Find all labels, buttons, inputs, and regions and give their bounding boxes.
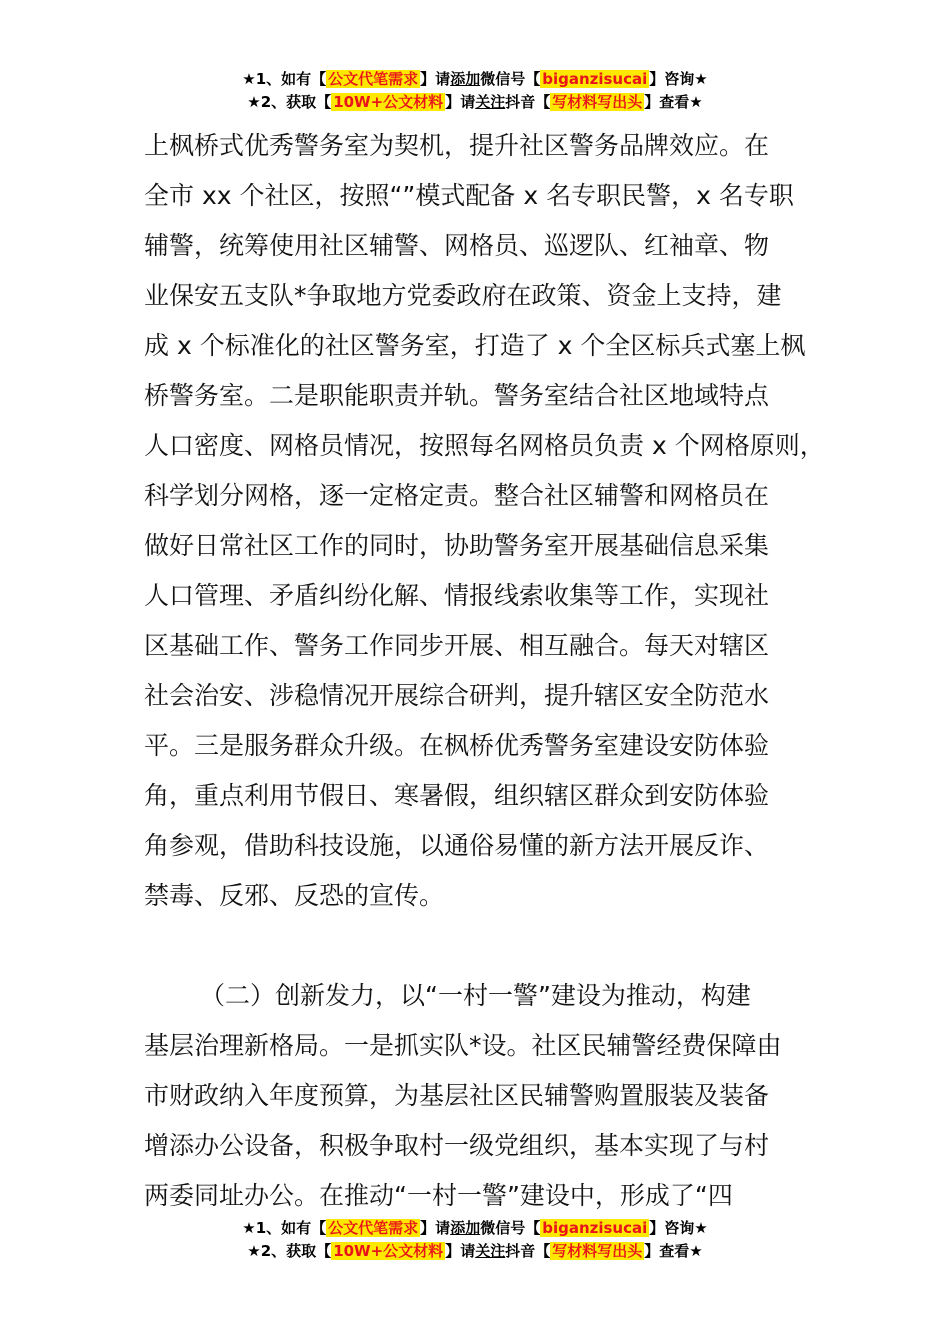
- banner-text: 】请: [420, 70, 451, 88]
- section-heading-line: （二）创新发力，以“一村一警”建设为推动，构建: [200, 981, 751, 1010]
- banner-text: ★2、获取【: [247, 93, 332, 111]
- footer-banner: [0, 1217, 950, 1263]
- banner-highlight: 公文代笔需求: [328, 1219, 419, 1237]
- banner-underline: 添加: [450, 1219, 481, 1237]
- banner-highlight: 10W+公文材料: [333, 1242, 444, 1260]
- body-line: 社会治安、涉稳情况开展综合研判，提升辖区安全防范水: [144, 681, 770, 710]
- banner-highlight: biganzisucai: [542, 70, 648, 88]
- body-line: 平。三是服务群众升级。在枫桥优秀警务室建设安防体验: [144, 731, 770, 760]
- body-line: 增添办公设备，积极争取村一级党组织，基本实现了与村: [144, 1131, 770, 1160]
- body-line: 人口管理、矛盾纠纷化解、情报线索收集等工作，实现社: [144, 581, 770, 610]
- header-banner: [0, 68, 950, 114]
- banner-highlight: 公文代笔需求: [328, 70, 419, 88]
- body-line: 业保安五支队*争取地方党委政府在政策、资金上支持，建: [144, 281, 782, 310]
- banner-line-2: [0, 91, 950, 114]
- banner-text: 】请: [445, 1242, 476, 1260]
- banner-underline: 关注: [475, 1242, 506, 1260]
- banner-text: ★1、如有【: [242, 70, 327, 88]
- body-line: 角参观，借助科技设施，以通俗易懂的新方法开展反诈、: [144, 831, 770, 860]
- body-line: 辅警，统筹使用社区辅警、网格员、巡逻队、红袖章、物: [144, 231, 770, 260]
- body-line: 禁毒、反邪、反恐的宣传。: [144, 881, 445, 910]
- body-line: 上枫桥式优秀警务室为契机，提升社区警务品牌效应。在: [144, 131, 770, 160]
- banner-text: 抖音【: [505, 1242, 551, 1260]
- body-line: 人口密度、网格员情况，按照每名网格员负责 x 个网格原则，: [144, 431, 825, 460]
- banner-text: 】咨询★: [649, 70, 708, 88]
- banner-highlight: biganzisucai: [542, 1219, 648, 1237]
- banner-text: 微信号【: [480, 70, 541, 88]
- banner-line-2: [0, 1240, 950, 1263]
- banner-text: 】咨询★: [649, 1219, 708, 1237]
- banner-text: ★1、如有【: [242, 1219, 327, 1237]
- document-body: [144, 121, 844, 1221]
- body-line: 区基础工作、警务工作同步开展、相互融合。每天对辖区: [144, 631, 770, 660]
- banner-highlight: 写材料写出头: [552, 93, 643, 111]
- body-line: 市财政纳入年度预算，为基层社区民辅警购置服装及装备: [144, 1081, 770, 1110]
- banner-text: 微信号【: [480, 1219, 541, 1237]
- banner-text: ★2、获取【: [247, 1242, 332, 1260]
- banner-text: 】请: [445, 93, 476, 111]
- banner-text: 】查看★: [644, 93, 703, 111]
- body-line: 角，重点利用节假日、寒暑假，组织辖区群众到安防体验: [144, 781, 770, 810]
- banner-line-1: [0, 68, 950, 91]
- banner-highlight: 写材料写出头: [552, 1242, 643, 1260]
- body-line: 桥警务室。二是职能职责并轨。警务室结合社区地域特点: [144, 381, 770, 410]
- banner-text: 】请: [420, 1219, 451, 1237]
- body-line: 成 x 个标准化的社区警务室，打造了 x 个全区标兵式塞上枫: [144, 331, 806, 360]
- banner-underline: 关注: [475, 93, 506, 111]
- body-line: 全市 xx 个社区，按照“”模式配备 x 名专职民警，x 名专职: [144, 181, 794, 210]
- body-line: 基层治理新格局。一是抓实队*设。社区民辅警经费保障由: [144, 1031, 782, 1060]
- banner-text: 抖音【: [505, 93, 551, 111]
- body-line: 科学划分网格，逐一定格定责。整合社区辅警和网格员在: [144, 481, 770, 510]
- banner-line-1: [0, 1217, 950, 1240]
- banner-text: 】查看★: [644, 1242, 703, 1260]
- body-line: 做好日常社区工作的同时，协助警务室开展基础信息采集: [144, 531, 770, 560]
- paragraph-gap: [144, 921, 844, 971]
- body-line: 两委同址办公。在推动“一村一警”建设中，形成了“四: [144, 1181, 733, 1210]
- banner-highlight: 10W+公文材料: [333, 93, 444, 111]
- banner-underline: 添加: [450, 70, 481, 88]
